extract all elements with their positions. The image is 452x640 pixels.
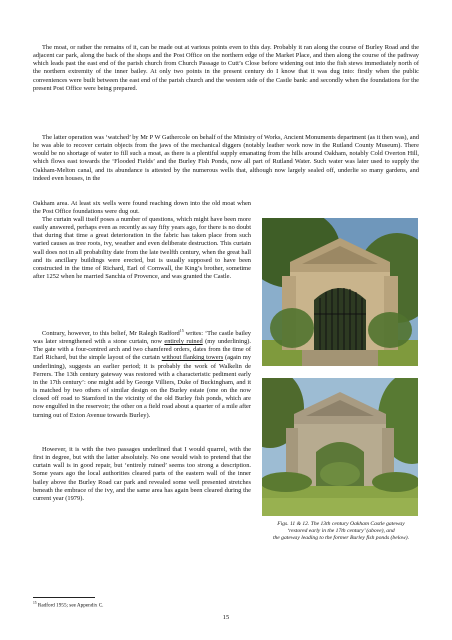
photo-burley-fish-ponds-gateway bbox=[262, 378, 418, 516]
paragraph-radford bbox=[33, 327, 251, 420]
radford-text-3: (again my underlining), suggests an earlier period; it is probably the work of Walkelin de Ferrers. The 13th century gateway was restored with a characteristic pediment early in the 17th century’: one might add by George Villiers, Duke of Buckingham, and it is matched by two others of similar design on the Burley estate (one on the now closed off road to Stamford in the vicinity of the old Burley fish ponds, which are now engulfed in the reservoir; the other on a field road about a quarter of a mile after turning out of Exton Avenue towards Burley). bbox=[33, 354, 251, 419]
radford-intro: Contrary, however, to this belief, Mr Ralegh Radford bbox=[42, 330, 180, 337]
footnote-divider bbox=[33, 597, 95, 598]
caption-line-2: ‘restored early in the 17th century’ (above), and bbox=[287, 528, 395, 535]
footnote-text: Radford 1955; see Appendix C. bbox=[36, 602, 104, 609]
footnote-marker: 15 bbox=[33, 601, 37, 605]
footnote-ref: 15 bbox=[179, 327, 184, 333]
underlined-entirely-ruined: entirely ruined bbox=[164, 338, 203, 346]
footnote bbox=[33, 600, 103, 610]
underlined-flanking-towers: without flanking towers bbox=[161, 354, 224, 362]
radford-text-2: (my underlining). The gate with a four-centred arch and two chamfered orders, dates from the time of Earl Richard, but the simple layout of the curtain bbox=[33, 338, 251, 362]
paragraph-gathercole: The latter operation was ‘watched’ by Mr P W Gathercole on behalf of the Ministry of Works, Ancient Monuments department (as it then was), and he was able to recover certain objects from the jaws of the mechanical diggers (notably leather work now in the Rutland County Museum). There would be no shortage of water to fill such a moat, as there is a plentiful supply emanating from the hills around Oakham, notably Cold Overton Hill, which flows east towards the ‘Flooded Fields’ and the Burley Fish Ponds, now all part of Rutland Water. Such water was later used to supply the Oakham-Melton canal, and its abundance is attested by the numerous wells that, although now largely sealed off, underlie so many gardens, and indeed even houses, in the bbox=[33, 134, 419, 182]
paragraph-wells: Oakham area. At least six wells were found reaching down into the old moat when the Post Office foundations were dug out. bbox=[33, 200, 251, 216]
figure-caption bbox=[262, 521, 420, 543]
paragraph-quarrel: However, it is with the two passages underlined that I would quarrel, with the first in degree, but with the latter absolutely. No one would wish to pretend that the curtain wall is in good repair, but ‘entirely ruined’ seems too strong a description. Some years ago the local authorities cleared parts of the eastern wall of the inner bailey above the Burley Road car park and revealed some well presented stretches beneath the embrace of the ivy, and the same area has again been cleared during the current year (1979). bbox=[33, 446, 251, 502]
caption-line-3: the gateway leading to the former Burley fish ponds (below). bbox=[272, 535, 410, 542]
photo-oakham-castle-gateway bbox=[262, 218, 418, 366]
caption-line-1: Figs. 11 & 12. The 13th century Oakham Castle gateway bbox=[277, 521, 405, 527]
paragraph-moat: The moat, or rather the remains of it, can be made out at various points even to this day. Probably it ran along the course of Burley Road and the adjacent car park, along the back of the shops and the Post Office on the northern edge of the Market Place, and then along the course of the pathway which leads past the east end of the parish church from Church Passage to Cutt’s Close before widening out into the fish stews immediately north of the northern extremity of the inner bailey. At only two points in the present century do I know that it was dug into: firstly when the public conveniences were built between the east end of the parish church and the western side of the Castle bank: and secondly when the foundations for the present Post Office were being prepared. bbox=[33, 44, 419, 92]
radford-text-1: writes: ‘The castle bailey was later strengthened with a stone curtain, now bbox=[33, 330, 251, 346]
page-number: 15 bbox=[222, 614, 230, 621]
paragraph-curtain-wall: The curtain wall itself poses a number of questions, which might have been more easily answered, perhaps even as recently as say fifty years ago, for there is no doubt that during that time a great deterioration in the fabric has taken place from such varied causes as tree roots, ivy, weather and even deliberate destruction. This curtain wall does not in all probability date from the late twelfth century, when the great hall and its ancillary buildings were erected, but is usually supposed to have been constructed in the time of Richard, Earl of Cornwall, the King’s brother, sometime after 1252 when he married Sanchia of Provence, and was granted the Castle. bbox=[33, 216, 251, 281]
